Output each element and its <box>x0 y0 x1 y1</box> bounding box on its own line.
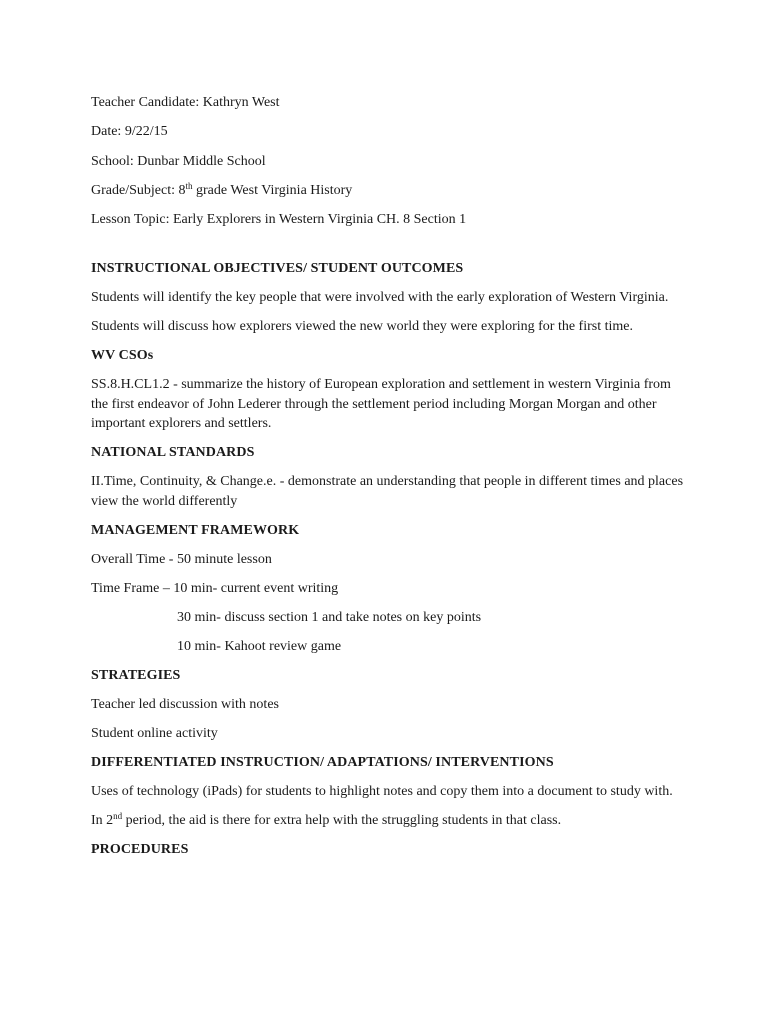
strategy-2: Student online activity <box>91 725 218 741</box>
strategy-1: Teacher led discussion with notes <box>91 696 279 712</box>
differentiated-item-2 <box>91 811 691 831</box>
grade-superscript: th <box>185 180 193 191</box>
objective-1: Students will identify the key people that were involved with the early exploration of Western Virginia. <box>91 290 669 306</box>
management-heading: MANAGEMENT FRAMEWORK <box>91 522 300 538</box>
csos-text: SS.8.H.CL1.2 - summarize the history of European exploration and settlement in western Virginia from the first endeavor of John Lederer through the settlement period including Morgan Morgan and other important explorers and settlers. <box>91 377 671 432</box>
national-standards-heading: NATIONAL STANDARDS <box>91 445 255 461</box>
period-superscript: nd <box>113 810 123 821</box>
lesson-topic: Lesson Topic: Early Explorers in Western Virginia CH. 8 Section 1 <box>91 212 467 228</box>
school-name: School: Dunbar Middle School <box>91 153 266 169</box>
procedures-heading: PROCEDURES <box>91 841 189 857</box>
time-frame: Time Frame – 10 min- current event writing <box>91 580 339 596</box>
differentiated-item-1: Uses of technology (iPads) for students to highlight notes and copy them into a document to study with. <box>91 783 673 799</box>
teacher-candidate: Teacher Candidate: Kathryn West <box>91 95 280 110</box>
csos-heading: WV CSOs <box>91 348 154 364</box>
differentiated-heading: DIFFERENTIATED INSTRUCTION/ ADAPTATIONS/ INTERVENTIONS <box>91 754 554 770</box>
time-frame-step-2: 30 min- discuss section 1 and take notes on key points <box>177 609 482 625</box>
time-frame-step-3: 10 min- Kahoot review game <box>177 638 342 654</box>
grade-prefix: Grade/Subject: 8 <box>91 182 186 198</box>
grade-subject <box>91 181 691 210</box>
objective-2: Students will discuss how explorers viewed the new world they were exploring for the first time. <box>91 319 633 335</box>
overall-time: Overall Time - 50 minute lesson <box>91 551 272 567</box>
lesson-plan <box>91 93 691 869</box>
lesson-date: Date: 9/22/15 <box>91 124 168 140</box>
national-standards-text: II.Time, Continuity, & Change.e. - demonstrate an understanding that people in different times and places view the world differently <box>91 474 684 509</box>
period-suffix: period, the aid is there for extra help with the struggling students in that class. <box>122 812 562 828</box>
period-prefix: In 2 <box>91 812 114 828</box>
grade-suffix: grade West Virginia History <box>192 182 353 198</box>
objectives-heading: INSTRUCTIONAL OBJECTIVES/ STUDENT OUTCOMES <box>91 261 464 277</box>
strategies-heading: STRATEGIES <box>91 667 181 683</box>
